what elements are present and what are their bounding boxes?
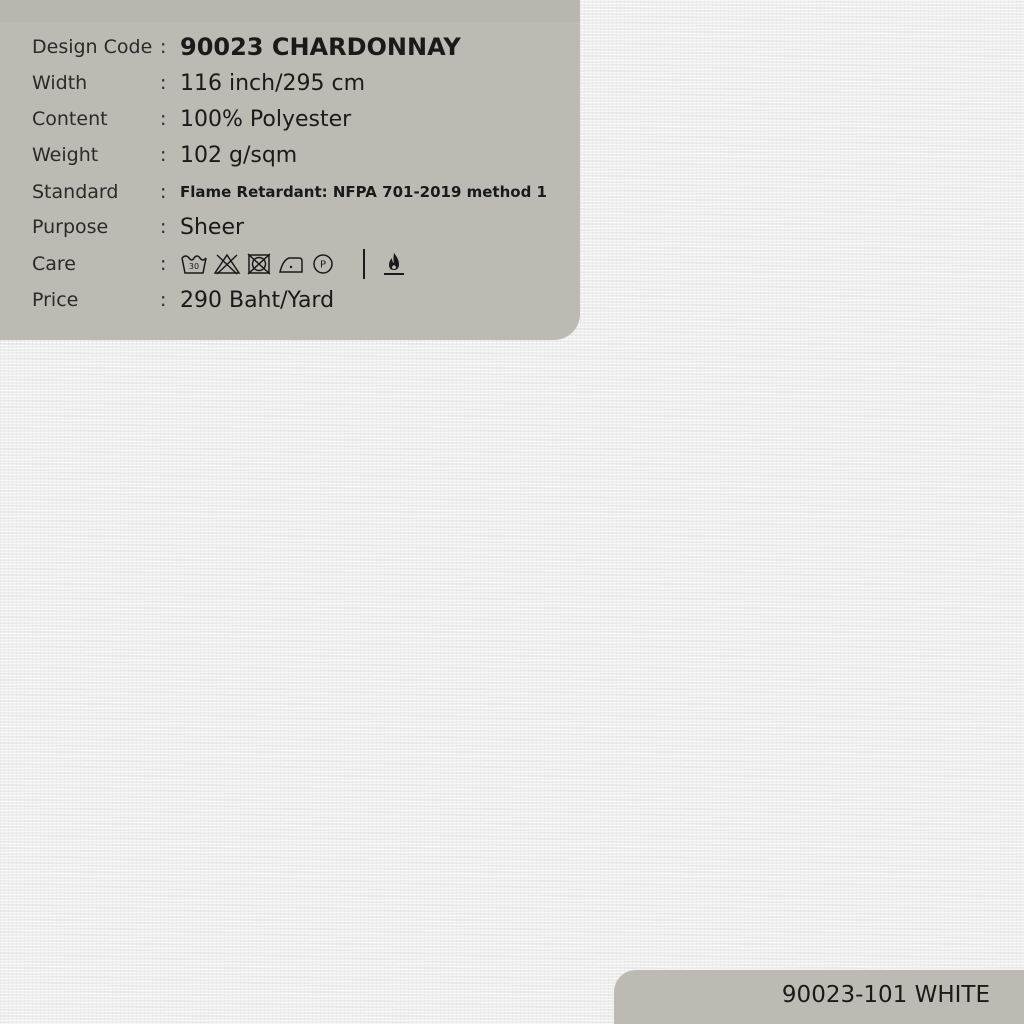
- dry-clean-p-icon: [310, 252, 336, 276]
- width-label: Width: [32, 72, 88, 94]
- width-value: 116 inch/295 cm: [180, 70, 366, 96]
- content-colon: :: [160, 108, 167, 130]
- purpose-value: Sheer: [180, 214, 245, 240]
- dry-clean-letter: P: [319, 259, 327, 271]
- width-colon: :: [160, 72, 167, 94]
- content-label: Content: [32, 108, 108, 130]
- color-code-text: 90023-101 WHITE: [781, 982, 990, 1008]
- purpose-label: Purpose: [32, 216, 109, 238]
- spec-row-purpose: [32, 209, 244, 245]
- weight-label: Weight: [32, 144, 99, 166]
- no-tumble-dry-icon: [246, 252, 272, 276]
- line-dry-icon: [277, 252, 305, 276]
- spec-row-price: [32, 282, 334, 318]
- panel-top-strip: [0, 0, 580, 22]
- spec-row-width: [32, 65, 365, 101]
- standard-colon: :: [160, 181, 167, 203]
- spec-panel: [0, 0, 580, 340]
- color-code-tab: [614, 970, 1024, 1024]
- spec-row-care: [32, 246, 412, 282]
- spec-row-design-code: [32, 29, 461, 65]
- spec-row-content: [32, 101, 351, 137]
- spec-row-standard: [32, 174, 547, 210]
- price-value: 290 Baht/Yard: [180, 287, 335, 313]
- design-code-value: 90023 CHARDONNAY: [180, 33, 461, 61]
- standard-label: Standard: [32, 181, 119, 203]
- wash-temp-text: 30: [188, 262, 200, 271]
- no-bleach-icon: [213, 252, 241, 276]
- wash-30-icon: [180, 252, 208, 276]
- spec-row-weight: [32, 137, 297, 173]
- care-divider: [363, 249, 365, 279]
- care-colon: :: [160, 253, 167, 275]
- price-label: Price: [32, 289, 79, 311]
- weight-colon: :: [160, 144, 167, 166]
- weight-value: 102 g/sqm: [180, 142, 298, 168]
- design-code-label: Design Code: [32, 36, 153, 58]
- price-colon: :: [160, 289, 167, 311]
- care-label: Care: [32, 253, 76, 275]
- flame-retardant-icon: [381, 251, 407, 277]
- content-value: 100% Polyester: [180, 106, 352, 132]
- care-icons: [180, 246, 412, 282]
- standard-value: Flame Retardant: NFPA 701-2019 method 1: [180, 183, 547, 201]
- design-code-colon: :: [160, 36, 167, 58]
- purpose-colon: :: [160, 216, 167, 238]
